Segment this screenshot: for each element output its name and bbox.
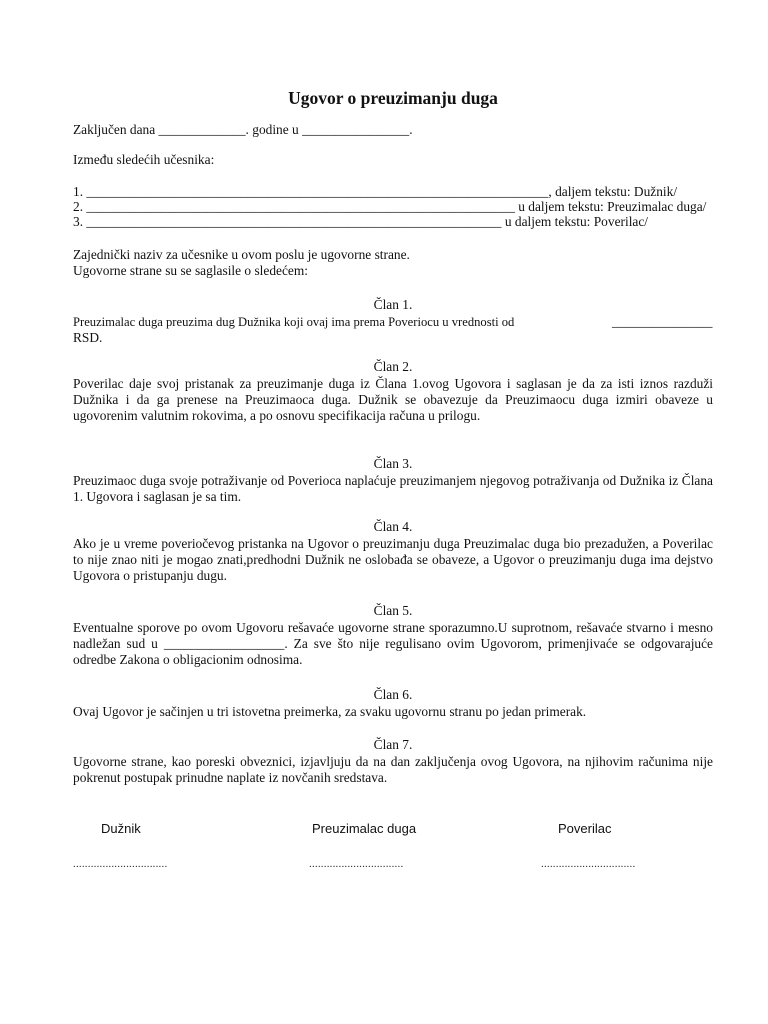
clan-5-heading: Član 5. (373, 603, 413, 618)
clan-2-text: Poverilac daje svoj pristanak za preuzimanje duga iz Člana 1.ovog Ugovora i saglasan je da za isti iznos razduži Dužnika i da ga prenese na Preuzimaoca duga. Dužnik se obavezuje da Preuzimaocu duga izmiri obaveze u ugovorenim valutnim rokovima, a po osnovu specifikacija računa u prilogu. (73, 376, 713, 423)
signature-label-assumer: Preuzimalac duga (312, 821, 417, 836)
clan-6-heading: Član 6. (373, 687, 413, 702)
clan-1-currency: RSD. (73, 330, 103, 345)
clan-4-heading: Član 4. (373, 519, 413, 534)
between-parties-line: Između sledećih učesnika: (73, 152, 215, 167)
signature-label-creditor: Poverilac (558, 821, 612, 836)
common-name-line: Zajednički naziv za učesnike u ovom poslu je ugovorne strane. (73, 247, 410, 262)
participant-3: 3. ______________________________________________________________ u daljem tekstu: Poverilac/ (73, 214, 649, 229)
participant-2: 2. ________________________________________________________________ u daljem tekstu: Preuzimalac duga/ (73, 199, 707, 214)
clan-2-heading: Član 2. (373, 359, 413, 374)
signature-line-debtor: ................................ (73, 858, 168, 870)
participant-1: 1. _____________________________________________________________________, daljem tekstu: Dužnik/ (73, 184, 678, 199)
agreed-line: Ugovorne strane su se saglasile o sledećem: (73, 263, 309, 278)
document-title: Ugovor o preuzimanju duga (288, 88, 498, 108)
clan-5-text: Eventualne sporove po ovom Ugovoru rešavaće ugovorne strane sporazumno.U suprotnom, rešavaće stvarno i mesno nadležan sud u __________________. Za sve što nije regulisano ovim Ugovorom, primenjivaće se odgovarajuće odredbe Zakona o obligacionim odnosima. (73, 620, 713, 667)
signature-label-debtor: Dužnik (101, 821, 141, 836)
clan-7-text: Ugovorne strane, kao poreski obveznici, izjavljuju da na dan zaključenja ovog Ugovora, na njihovim računima nije pokrenut postupak prinudne naplate iz novčanih sredstava. (73, 754, 713, 785)
clan-1-heading: Član 1. (373, 297, 413, 312)
clan-1-text: Preuzimalac duga preuzima dug Dužnika koji ovaj ima prema Poveriocu u vrednosti od (73, 315, 515, 329)
signature-line-assumer: ................................ (309, 858, 404, 870)
clan-3-heading: Član 3. (373, 456, 413, 471)
clan-6-text: Ovaj Ugovor je sačinjen u tri istovetna preimerka, za svaku ugovornu stranu po jedan primerak. (73, 704, 587, 719)
clan-3-text: Preuzimaoc duga svoje potraživanje od Poverioca naplaćuje preuzimanjem njegovog potraživanja od Dužnika iz Člana 1. Ugovora i saglasan je sa tim. (73, 473, 713, 504)
clan-4-text: Ako je u vreme poveriočevog pristanka na Ugovor o preuzimanju duga Preuzimalac duga bio prezadužen, a Poverilac to nije znao niti je mogao znati,predhodni Dužnik ne oslobađa se obaveze, a Ugovor o preuzimanju duga ima dejstvo Ugovora o pristupanju dugu. (73, 536, 713, 583)
signature-line-creditor: ................................ (541, 858, 636, 870)
clan-1-amount-blank: _______________ (612, 314, 713, 329)
clan-7-heading: Član 7. (373, 737, 413, 752)
conclusion-line: Zaključen dana _____________. godine u ________________. (73, 122, 413, 137)
